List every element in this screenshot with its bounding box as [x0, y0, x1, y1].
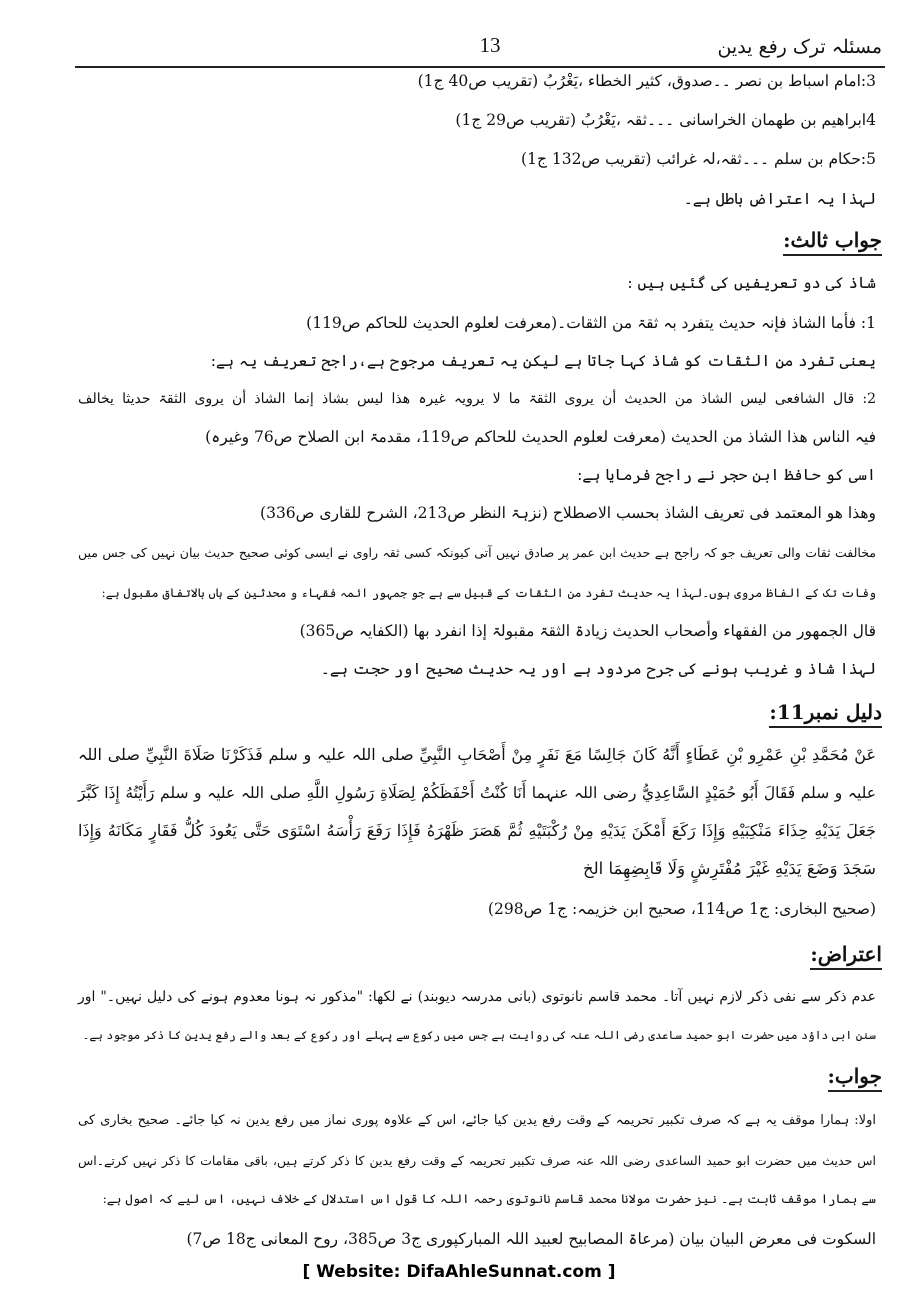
hadith-line-2: علیہ و سلم فَقَالَ أَبُو حُمَيْدٍ السَّاعِدِيُّ رضی اللہ عنہما أَنَا كُنْتُ أَحْفَظَكُمْ لِصَلَاةِ رَسُولِ اللَّهِ صلی اللہ علیہ و سلم رَأَيْتُهُ إِذَا كَبَّرَ: [78, 784, 876, 802]
hadith-line-4: سَجَدَ وَضَعَ يَدَيْهِ غَيْرَ مُفْتَرِشٍ وَلَا قَابِضِهِمَا الخ: [582, 859, 876, 878]
definition-2-line-a: 2: قال الشافعی لیس الشاذ من الحدیث أن یروی الثقۃ ما لا یرویہ غیرہ ھذا لیس بشاذ إنما الشاذ أن یروی الثقۃ حدیثا یخالف: [78, 391, 876, 407]
answer-line-1: اولا: ہمارا موقف یہ ہے کہ صرف تکبیر تحریمہ کے وقت رفع یدین کیا جائے، اس کے علاوہ پوری نماز میں رفع یدین نہ کیا جائے۔ صحیح بخاری کی: [78, 1113, 876, 1128]
answer-line-2: اس حدیث میں حضرت ابو حمید الساعدی رضی اللہ عنہ صرف تکبیر تحریمہ کے وقت رفع یدین کا ذکر کرتے ہیں، باقی مقامات کا ذکر نہیں کرتے۔اس: [78, 1153, 876, 1168]
narrator-4-line: 4ابراھیم بن طھمان الخراسانی ۔۔۔ثقہ ،یَغْرُبُ (تقریب ص29 ج1): [455, 111, 876, 129]
heading-jawab: جواب:: [828, 1064, 882, 1092]
mutamad-line: وھذا ھو المعتمد فی تعریف الشاذ بحسب الاصطلاح (نزہۃ النظر ص213، الشرح للقاری ص336): [260, 504, 876, 522]
paragraph-line-b: وفات تک کے الفاظ مروی ہوں۔لہذا یہ حدیث تفرد من الثقات کے قبیل سے ہے جو جمہور ائمہ فقہاء و محدثین کے ہاں بالاتفاق مقبول ہے:: [101, 586, 876, 600]
objection-line-1: عدم ذکر سے نفی ذکر لازم نہیں آتا۔ محمد قاسم نانوتوی (بانی مدرسہ دیوبند) نے لکھا: "مذکور نہ ہونا معدوم ہونے کی دلیل نہیں۔" اور: [78, 989, 876, 1005]
heading-aitraz: اعتراض:: [810, 942, 882, 970]
paragraph-line-a: مخالفت ثقات والی تعریف جو کہ راجح ہے حدیث ابن عمر پر صادق نہیں آتی کیونکہ کسی ثقہ راوی نے ایسی کوئی صحیح حدیث بیان نہیں کی جس میں: [78, 545, 876, 560]
definition-2-line-b: فیہ الناس ھذا الشاذ من الحدیث (معرفت لعلوم الحدیث للحاکم ص119، مقدمۃ ابن الصلاح ص76 وغیرہ): [205, 428, 876, 446]
shadh-intro-line: شاذ کی دو تعریفیں کی گئیں ہیں :: [627, 274, 876, 292]
hadith-line-3: جَعَلَ يَدَيْهِ حِذَاءَ مَنْكِبَيْهِ وَإِذَا رَكَعَ أَمْكَنَ يَدَيْهِ مِنْ رُكْبَتَيْهِ ثُمَّ هَصَرَ ظَهْرَهُ فَإِذَا رَفَعَ رَأْسَهُ اسْتَوَى حَتَّى يَعُودَ كُلُّ فَقَارٍ مَكَانَهُ وَإِذَا: [78, 821, 876, 840]
heading-daleel-11: دلیل نمبر11:: [769, 700, 882, 728]
principle-line: السکوت فی معرض البیان بیان (مرعاۃ المصابیح لعبید اللہ المبارکپوری ج3 ص385، روح المعانی ج18 ص7): [186, 1230, 876, 1248]
website-footer: [ Website: DifaAhleSunnat.com ]: [302, 1262, 616, 1282]
conclusion-2-line: لہذا شاذ و غریب ہونے کی جرح مردود ہے اور یہ حدیث صحیح اور حجت ہے۔: [320, 660, 876, 678]
heading-jawab-salis: جواب ثالث:: [783, 228, 882, 256]
narrator-3-line: 3:امام اسباط بن نصر ۔۔صدوق، کثیر الخطاء ،یَغْرُبُ (تقریب ص40 ج1): [417, 72, 876, 90]
definition-1-note: یعنی تفرد من الثقات کو شاذ کہا جاتا ہے لیکن یہ تعریف مرجوح ہے،راجح تعریف یہ ہے:: [210, 352, 876, 370]
page-number: 13: [479, 33, 501, 57]
hadith-reference: (صحیح البخاری: ج1 ص114، صحیح ابن خزیمہ: ج1 ص298): [487, 900, 876, 918]
answer-line-3: سے ہمارا موقف ثابت ہے۔ نیز حضرت مولانا محمد قاسم نانوتوی رحمہ اللہ کا قول اس استدلال کے خلاف نہیں، اس لیے کہ اصول ہے:: [102, 1191, 876, 1206]
jumhur-line: قال الجمھور من الفقھاء وأصحاب الحدیث زیادۃ الثقۃ مقبولۃ إذا انفرد بھا (الکفایہ ص365): [299, 622, 876, 640]
ibn-hajar-line: اسی کو حافظ ابن حجر نے راجح فرمایا ہے:: [577, 466, 876, 484]
running-header-title: مسئلہ ترک رفع یدین: [717, 36, 882, 58]
hadith-line-1: عَنْ مُحَمَّدِ بْنِ عَمْرِو بْنِ عَطَاءٍ أَنَّهُ كَانَ جَالِسًا مَعَ نَفَرٍ مِنْ أَصْحَابِ النَّبِيِّ صلی اللہ علیہ و سلم فَذَكَرْنَا صَلَاةَ النَّبِيِّ صلی اللہ: [78, 745, 876, 764]
definition-1-line: 1: فأما الشاذ فإنہ حدیث یتفرد بہ ثقۃ من الثقات۔(معرفت لعلوم الحدیث للحاکم ص119): [306, 314, 876, 332]
objection-line-2: سنن ابی داؤد میں حضرت ابو حمید ساعدی رضی اللہ عنہ کی روایت ہے جس میں رکوع سے پہلے اور رکوع کے بعد والے رفع یدین کا ذکر موجود ہے۔: [82, 1028, 876, 1042]
narrator-5-line: 5:حکام بن سلم ۔۔۔ثقہ،لہ غرائب (تقریب ص132 ج1): [521, 150, 876, 168]
conclusion-line: لہذا یہ اعتراض باطل ہے۔: [683, 190, 876, 208]
